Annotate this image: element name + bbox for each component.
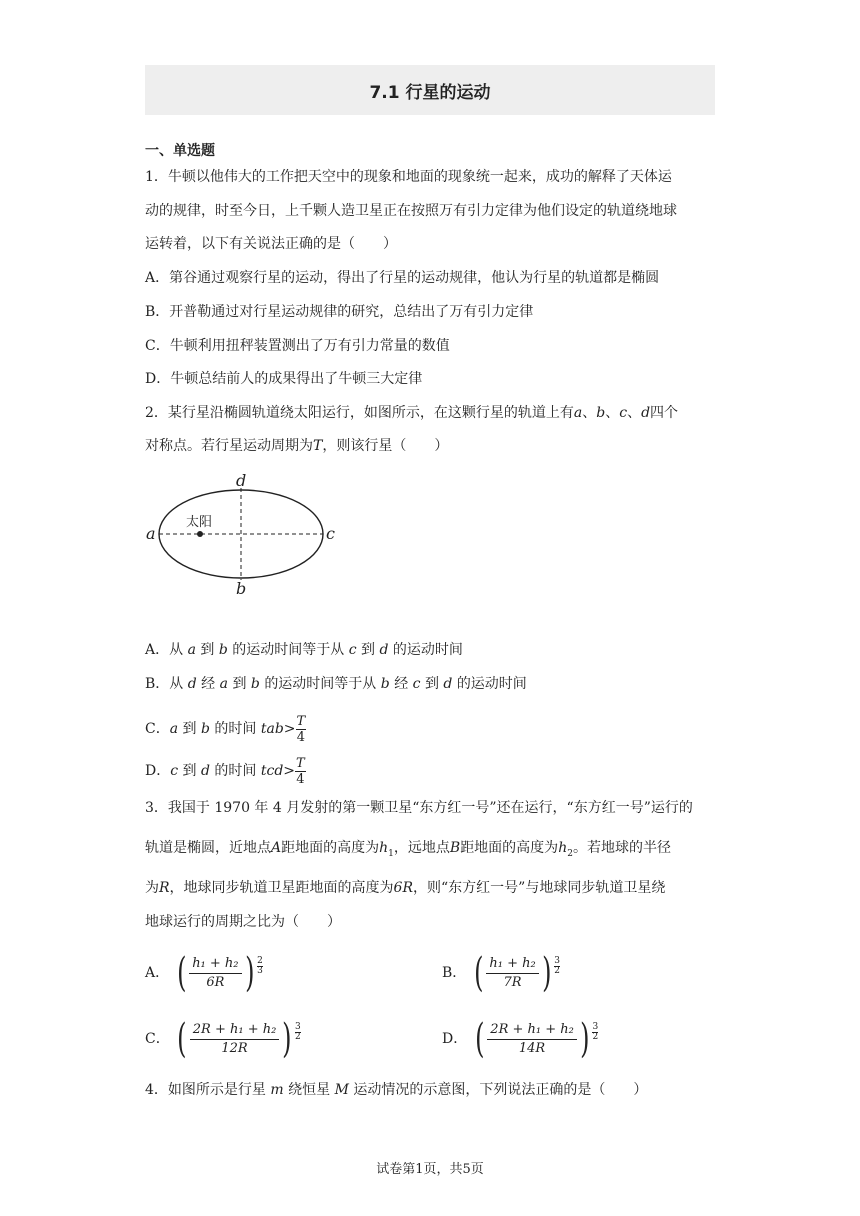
sun-label: 太阳 — [186, 515, 213, 530]
page-title: 7.1 行星的运动 — [369, 82, 491, 103]
q1-option-b: B．开普勒通过对行星运动规律的研究，总结出了万有引力定律 — [145, 304, 534, 320]
q3-option-c: C． ( 2R + h₁ + h₂ 12R ) 3 2 — [145, 1016, 301, 1062]
fraction: $\frac{T}{4}$ — [296, 755, 305, 787]
q3-line-2: 轨道是椭圆，近地点A距地面的高度为$h_1$，远地点B距地面的高度为$h_2$。若地球的半径 — [145, 840, 671, 859]
q1-option-c: C．牛顿利用扭秤装置测出了万有引力常量的数值 — [145, 338, 450, 354]
q3-line-3: 为R，地球同步轨道卫星距地面的高度为6R，则“东方红一号”与地球同步轨道卫星绕 — [145, 880, 666, 896]
q1-option-a: A．第谷通过观察行星的运动，得出了行星的运动规律，他认为行星的轨道都是椭圆 — [145, 270, 660, 286]
q3-line-1: 3．我国于 1970 年 4 月发射的第一颗卫星“东方红一号”还在运行，“东方红一号”运行的 — [145, 800, 693, 816]
page-footer: 试卷第1页，共5页 — [376, 1162, 484, 1177]
point-label-b: b — [236, 579, 247, 598]
q2-option-b: B．从 d 经 a 到 b 的运动时间等于从 b 经 c 到 d 的运动时间 — [145, 676, 527, 692]
point-label-a: a — [146, 524, 156, 543]
q3-option-b: B． ( h₁ + h₂ 7R ) 3 2 — [442, 950, 561, 996]
q3-line-4: 地球运行的周期之比为（ ） — [145, 914, 341, 930]
point-label-c: c — [326, 524, 335, 543]
q3-option-a: A． ( h₁ + h₂ 6R ) 2 3 — [145, 950, 263, 996]
q1-line-3: 运转着，以下有关说法正确的是（ ） — [145, 236, 397, 252]
q4-line-1: 4．如图所示是行星 m 绕恒星 M 运动情况的示意图，下列说法正确的是（ ） — [145, 1082, 648, 1098]
q2-option-c: C．a 到 b 的时间 tab> $\frac{T}{4}$ — [145, 713, 306, 745]
q2-option-a: A．从 a 到 b 的运动时间等于从 c 到 d 的运动时间 — [145, 642, 463, 658]
q3-option-d: D． ( 2R + h₁ + h₂ 14R ) 3 2 — [442, 1016, 599, 1062]
q1-option-d: D．牛顿总结前人的成果得出了牛顿三大定律 — [145, 371, 423, 387]
q2-line-2: 对称点。若行星运动周期为T，则该行星（ ） — [145, 438, 449, 454]
sun-dot — [197, 531, 203, 537]
q1-line-2: 动的规律，时至今日，上千颗人造卫星正在按照万有引力定律为他们设定的轨道绕地球 — [145, 203, 677, 219]
q1-line-1: 1．牛顿以他伟大的工作把天空中的现象和地面的现象统一起来，成功的解释了天体运 — [145, 169, 672, 185]
fraction: $\frac{T}{4}$ — [296, 713, 306, 745]
q2-option-d: D．c 到 d 的时间 tcd> $\frac{T}{4}$ — [145, 755, 305, 787]
q2-line-1: 2．某行星沿椭圆轨道绕太阳运行，如图所示，在这颗行星的轨道上有a、b、c、d四个 — [145, 405, 679, 421]
point-label-d: d — [236, 471, 247, 490]
ellipse-orbit-figure — [140, 468, 350, 598]
section-heading: 一、单选题 — [145, 143, 215, 159]
title-banner — [145, 65, 715, 115]
